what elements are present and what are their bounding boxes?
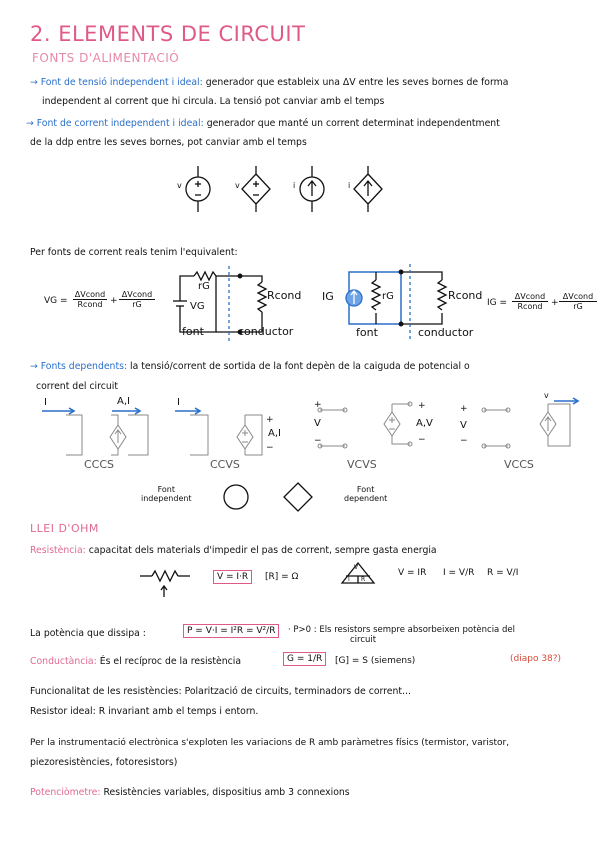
ideal-current-text1: generador que manté un corrent determinat independentment [206, 118, 500, 129]
denominator: Rcond [77, 300, 103, 309]
resistance-term: Resistència: [30, 545, 86, 556]
power-note-line2: circuit [350, 635, 377, 645]
arrow-right-icon: → [26, 118, 34, 129]
denominator: Rcond [517, 302, 543, 311]
potentiometer-term: Potenciòmetre: [30, 787, 101, 798]
current-source-icon [300, 166, 324, 212]
numerator: ΔVcond [119, 290, 155, 300]
eq-vg-frac2 [119, 290, 155, 309]
legend-dependent-line2: dependent [344, 494, 388, 503]
denominator: rG [573, 302, 583, 311]
vcvs-av-label: A,V [416, 418, 433, 429]
eq-ig-frac1 [512, 292, 548, 311]
real-voltage-source-circuit [173, 272, 266, 332]
ig-label: IG [322, 290, 334, 303]
legend-independent-line1: Font [157, 485, 175, 494]
symbol-label-i: i [348, 181, 351, 190]
minus-label: − [314, 436, 322, 446]
arrow-right-icon: → [30, 77, 38, 88]
ccvs-i-label: I [177, 397, 180, 408]
rg-label: rG [198, 281, 210, 292]
triangle-v: V [354, 564, 359, 571]
ideal-current-line2: de la ddp entre les seves bornes, pot canviar amb el temps [30, 137, 307, 148]
rcond-label: Rcond [267, 289, 302, 302]
vg-label: VG [190, 301, 205, 312]
eq-ig-lhs: IG = [487, 298, 508, 308]
cccs-ai-label: A,I [117, 396, 130, 407]
legend-independent-line2: independent [141, 494, 192, 503]
ideal-voltage-line2: independent al corrent que hi circula. La tensió pot canviar amb el temps [42, 96, 385, 107]
formula-i: I = V/R [443, 568, 475, 578]
ideal-resistor-text: Resistor ideal: R invariant amb el temps i entorn. [30, 706, 259, 717]
diapo-reference: (diapo 38?) [510, 654, 562, 664]
vccs-v-label: V [460, 420, 467, 431]
instrumentation-line2: piezoresistències, fotoresistors) [30, 757, 178, 768]
font-label: font [356, 326, 378, 339]
eq-vg-lhs: VG = [44, 296, 68, 306]
legend-dependent-line1: Font [356, 485, 375, 494]
formula-r: R = V/I [487, 568, 519, 578]
eq-ig-frac2 [559, 292, 597, 311]
vccs-label: VCCS [504, 458, 534, 471]
conductance-text: És el recíproc de la resistència [99, 656, 242, 667]
ccvs-ai-label: A,I [268, 428, 281, 439]
minus-label: − [418, 435, 426, 445]
resistance-units: [R] = Ω [265, 572, 299, 582]
font-label: font [182, 325, 204, 338]
resistance-line [30, 545, 437, 556]
independent-source-icon [224, 485, 248, 509]
instrumentation-line1: Per la instrumentació electrònica s'exploten les variacions de R amb paràmetres físics (termistor, varistor, [30, 738, 510, 748]
plus-label: + [418, 401, 426, 411]
numerator: ΔVcond [559, 292, 597, 302]
plus-label: + [266, 415, 274, 425]
ohm-formula-box: V = I·R [213, 570, 252, 584]
conductance-units: [G] = S (siemens) [335, 656, 416, 666]
numerator: ΔVcond [74, 290, 106, 299]
power-note-line1: · P>0 : Els resistors sempre absorbeixen potència del [288, 625, 515, 635]
variable-resistor-icon [140, 571, 190, 597]
resistance-text: capacitat dels materials d'impedir el pas de corrent, sempre gasta energia [88, 545, 437, 556]
vccs-v-out-label: v [544, 391, 549, 400]
legend-dependent [344, 485, 387, 503]
ideal-current-term: Font de corrent independent i ideal: [36, 118, 204, 129]
cccs-circuit [42, 408, 148, 455]
minus-label: − [266, 443, 274, 453]
ccvs-label: CCVS [210, 458, 240, 471]
vcvs-circuit [318, 402, 412, 448]
vcvs-v-label: V [314, 418, 321, 429]
power-text: La potència que dissipa : [30, 628, 146, 639]
arrow-right-icon: → [30, 361, 38, 372]
ccvs-circuit [175, 408, 262, 455]
dependent-source-icon [284, 483, 312, 511]
cccs-label: CCCS [84, 458, 115, 471]
legend-independent [141, 485, 192, 503]
dependent-text1: la tensió/corrent de sortida de la font depèn de la caiguda de potencial o [130, 361, 470, 372]
voltage-source-icon [186, 166, 210, 212]
cccs-i-label: I [44, 397, 47, 408]
page-title: 2. ELEMENTS DE CIRCUIT [30, 22, 306, 46]
numerator: ΔVcond [512, 292, 548, 302]
potentiometer-line [30, 787, 350, 798]
vcvs-label: VCVS [347, 458, 377, 471]
power-formula-box: P = V·I = I²R = V²/R [183, 624, 279, 638]
symbol-label-v: v [235, 181, 240, 190]
denominator: rG [132, 300, 142, 309]
section-subtitle: FONTS D'ALIMENTACIÓ [32, 51, 180, 65]
eq-vg-frac1 [73, 290, 107, 309]
vccs-circuit [482, 398, 578, 448]
rcond-label: Rcond [448, 289, 483, 302]
minus-label: − [460, 436, 468, 446]
symbol-label-i: i [293, 181, 296, 190]
conductance-term: Conductància: [30, 656, 97, 667]
triangle-r: R [361, 576, 366, 583]
dependent-term: Fonts dependents: [40, 361, 128, 372]
dependent-voltage-source-icon [242, 166, 270, 212]
plus-label: + [314, 400, 322, 410]
plus: + [110, 296, 118, 306]
conductor-label: conductor [418, 326, 474, 339]
power-note [288, 625, 515, 645]
real-current-source-circuit [346, 272, 446, 324]
rg-label: rG [382, 291, 394, 302]
ideal-voltage-text1: generador que estableix una ΔV entre les seves bornes de forma [205, 77, 509, 88]
plus: + [551, 298, 559, 308]
ideal-voltage-term: Font de tensió independent i ideal: [40, 77, 203, 88]
triangle-i: I [348, 576, 350, 583]
dependent-line2: corrent del circuit [36, 381, 118, 392]
dependent-line1 [30, 361, 470, 372]
potentiometer-text: Resistències variables, dispositius amb 3 connexions [103, 787, 350, 798]
conductor-label: conductor [238, 325, 294, 338]
conductance-formula-box: G = 1/R [283, 652, 326, 666]
real-sources-text: Per fonts de corrent reals tenim l'equivalent: [30, 247, 238, 258]
plus-label: + [460, 404, 468, 414]
formula-v: V = IR [398, 568, 427, 578]
conductance-line [30, 656, 241, 667]
symbol-label-v: v [177, 181, 182, 190]
dependent-current-source-icon [354, 166, 382, 212]
ohm-title: LLEI D'OHM [30, 522, 99, 535]
functionality-text: Funcionalitat de les resistències: Polarització de circuits, terminadors de corrent... [30, 686, 411, 697]
